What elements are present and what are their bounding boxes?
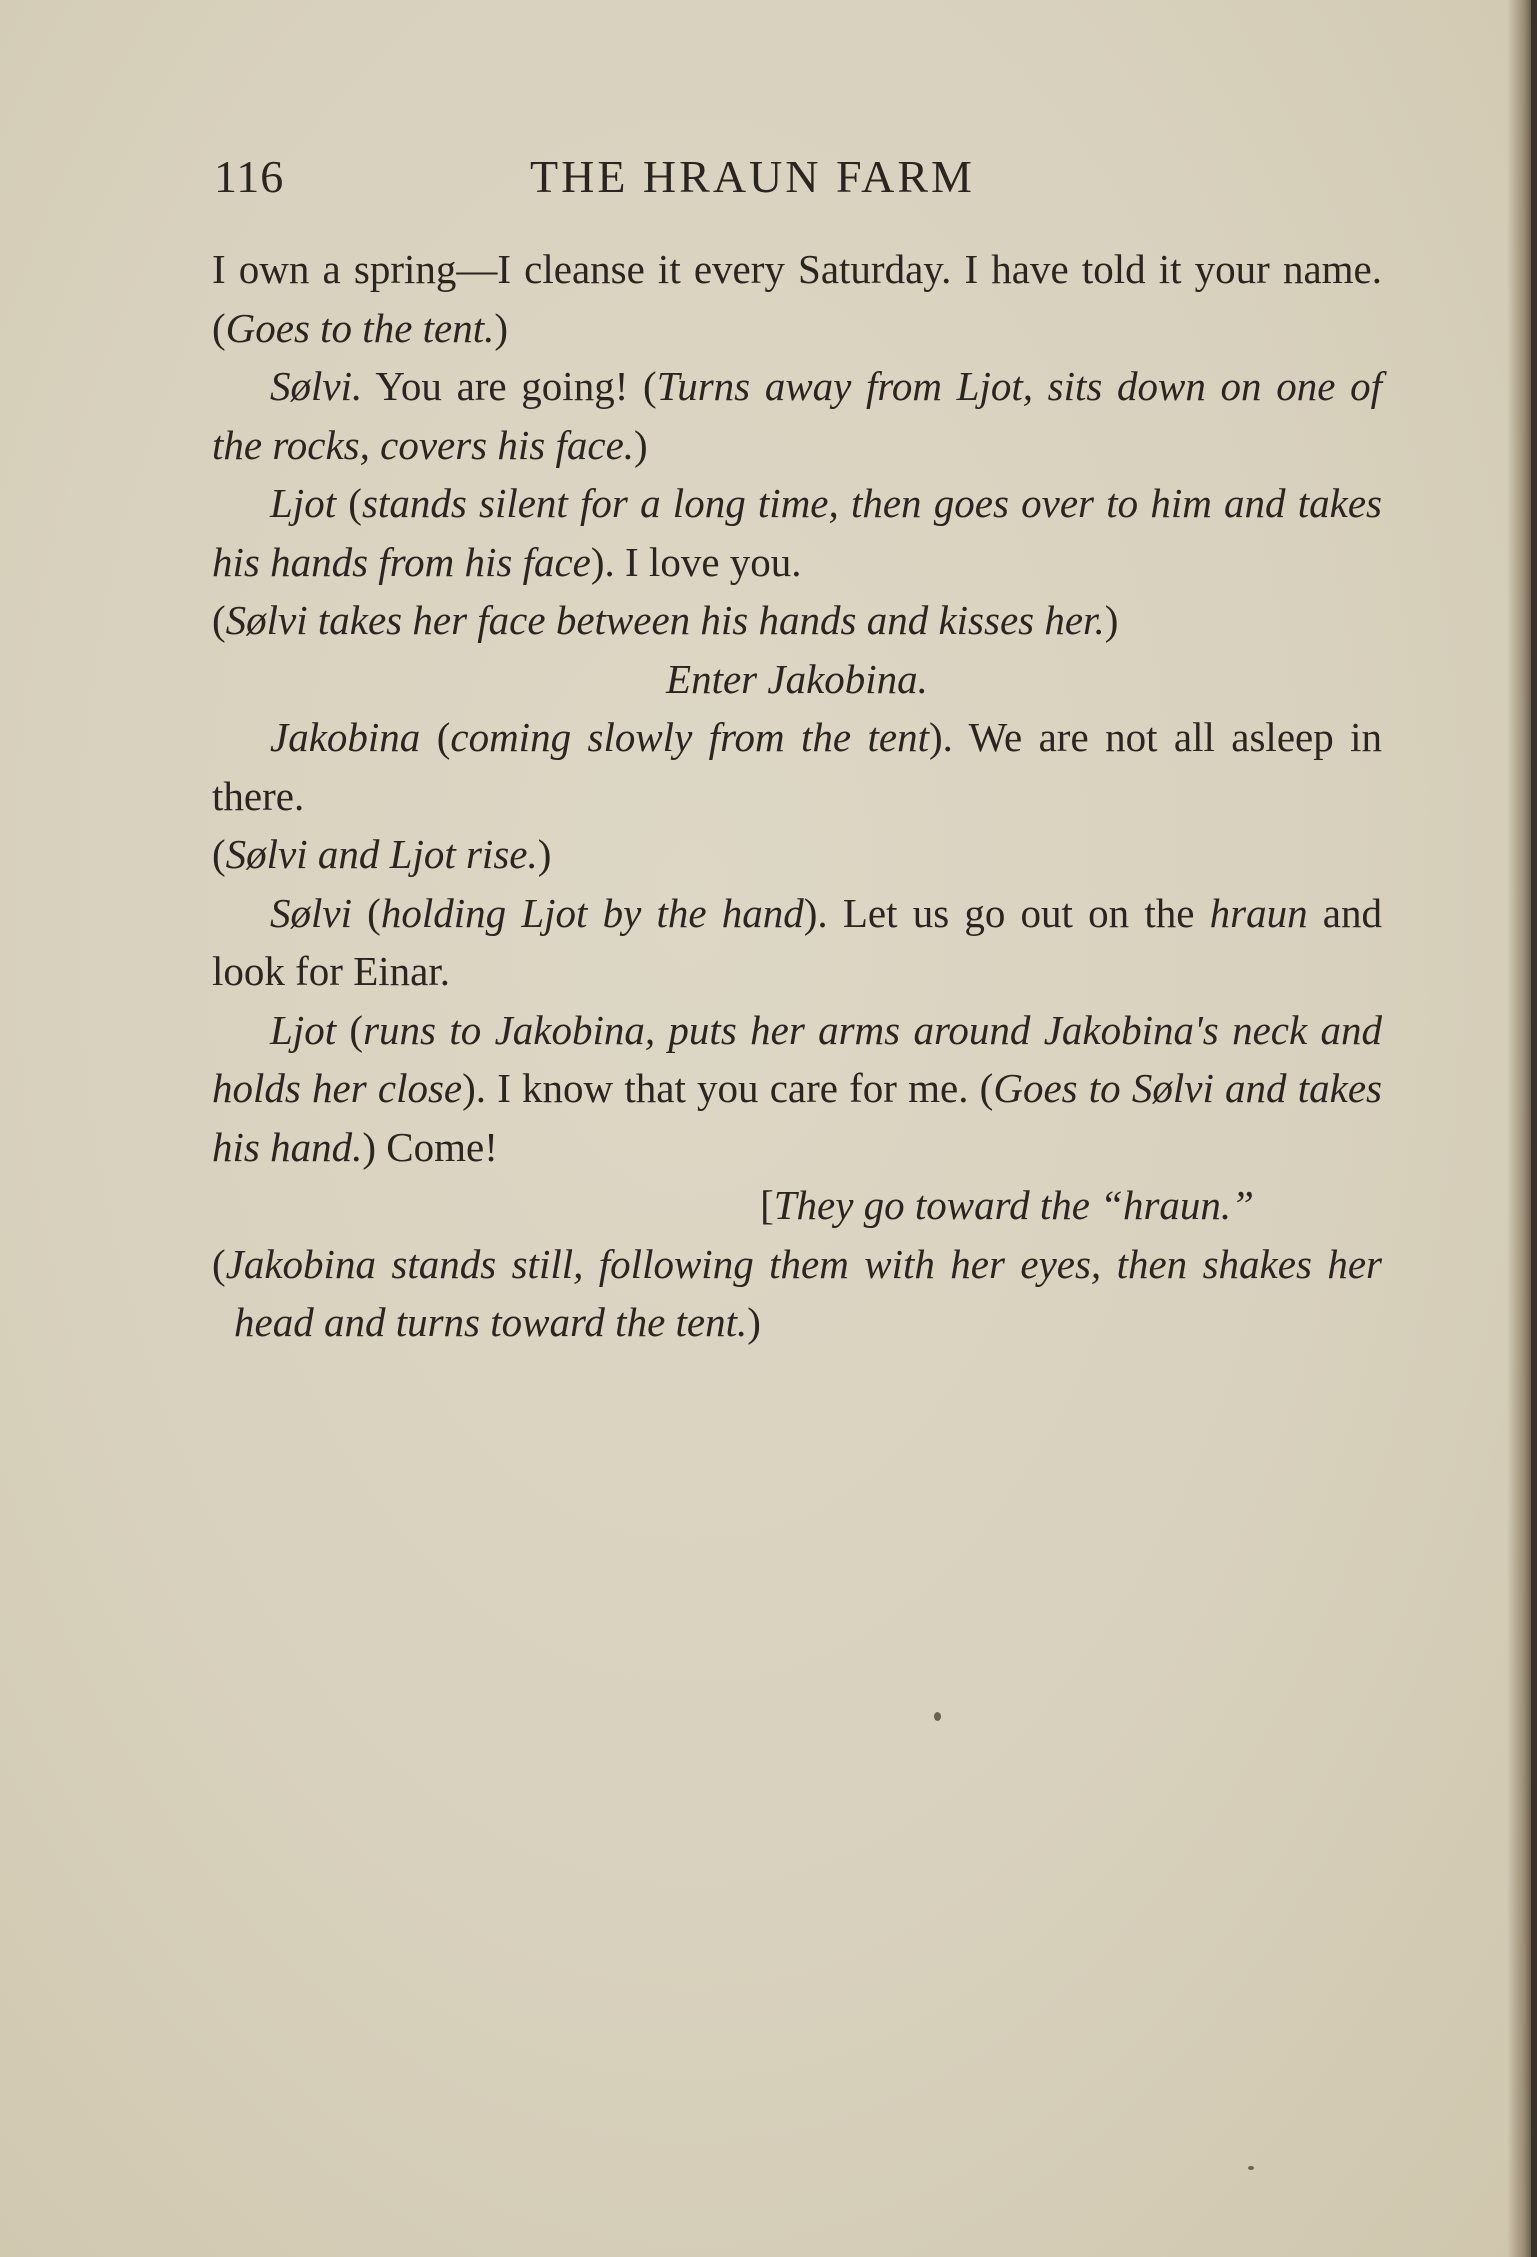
exit-direction: They go toward the “hraun.” bbox=[773, 1182, 1254, 1228]
paragraph-5 bbox=[212, 650, 1382, 709]
paren-open: ( bbox=[336, 480, 362, 526]
dialogue-text: I own a spring—I cleanse it every Saturday. I have told it your name. ( bbox=[212, 246, 1382, 351]
paren-open: ( bbox=[212, 1240, 226, 1287]
stage-direction: Sølvi takes her face between his hands and kisses her. bbox=[225, 597, 1105, 643]
dialogue-text: ). We are not all asleep in there. bbox=[212, 714, 1383, 819]
italic-word: hraun bbox=[1209, 889, 1308, 936]
paren-close: ) bbox=[1104, 597, 1119, 643]
dialogue-text: ). Let us go out on the bbox=[803, 889, 1210, 936]
dialogue-text: and look for Einar. bbox=[212, 889, 1382, 994]
stage-direction: runs to Jakobina, puts her arms around Jakobina's neck and holds her close bbox=[212, 1006, 1383, 1111]
paragraph-3 bbox=[212, 474, 1382, 591]
speaker-name: Sølvi. bbox=[270, 363, 363, 409]
paren-open: ( bbox=[336, 1006, 364, 1053]
paragraph-7 bbox=[212, 825, 1382, 884]
stage-direction: Turns away from Ljot, sits down on one of the rocks, covers his face. bbox=[212, 363, 1382, 468]
dialogue-text: ). I know that you care for me. ( bbox=[462, 1065, 994, 1111]
stage-direction: stands silent for a long time, then goes over to him and takes his hands from his face bbox=[212, 480, 1382, 585]
play-text bbox=[212, 240, 1382, 1352]
paragraph-9 bbox=[212, 1001, 1382, 1177]
stage-direction: coming slowly from the tent bbox=[450, 714, 930, 760]
paren-open: ( bbox=[212, 831, 226, 877]
paper-speck bbox=[934, 1712, 941, 1721]
paren-close: ) bbox=[494, 304, 509, 351]
paragraph-10 bbox=[212, 1176, 1382, 1235]
paren-open: ( bbox=[351, 889, 381, 936]
speaker-name: Jakobina bbox=[270, 714, 421, 760]
dialogue-text: You are going! ( bbox=[362, 363, 657, 409]
page-number: 116 bbox=[214, 151, 285, 202]
speaker-name: Ljot bbox=[270, 1006, 337, 1053]
speaker-name: Sølvi bbox=[270, 889, 352, 936]
paragraph-1 bbox=[212, 240, 1382, 357]
paren-close: ) bbox=[634, 421, 648, 468]
stage-direction: Goes to Sølvi and takes his hand. bbox=[212, 1065, 1382, 1170]
paren-close: ) bbox=[747, 1299, 761, 1345]
stage-direction: Goes to the tent. bbox=[225, 304, 495, 351]
paper-speck bbox=[1248, 2166, 1254, 2170]
stage-direction: Sølvi and Ljot rise. bbox=[225, 831, 538, 877]
dialogue-text: ) Come! bbox=[362, 1123, 498, 1170]
bracket-open: [ bbox=[760, 1182, 774, 1228]
paren-open: ( bbox=[212, 597, 226, 643]
paren-open: ( bbox=[420, 714, 451, 760]
running-title: THE HRAUN FARM bbox=[530, 151, 975, 202]
paragraph-4 bbox=[212, 591, 1382, 650]
speaker-name: Ljot bbox=[270, 480, 337, 526]
paragraph-2 bbox=[212, 357, 1382, 474]
entrance-direction: Enter Jakobina. bbox=[666, 655, 928, 702]
paragraph-11 bbox=[212, 1235, 1382, 1352]
stage-direction: holding Ljot by the hand bbox=[380, 889, 804, 936]
running-head bbox=[214, 150, 1380, 210]
paren-close: ) bbox=[537, 831, 552, 877]
dialogue-text: ). I love you. bbox=[590, 538, 802, 585]
stage-direction: Jakobina stands still, following them with her eyes, then shakes her head and turns toward the tent. bbox=[225, 1240, 1382, 1345]
paragraph-6 bbox=[212, 708, 1382, 825]
paragraph-8 bbox=[212, 884, 1382, 1001]
page-edge bbox=[1531, 0, 1537, 2257]
